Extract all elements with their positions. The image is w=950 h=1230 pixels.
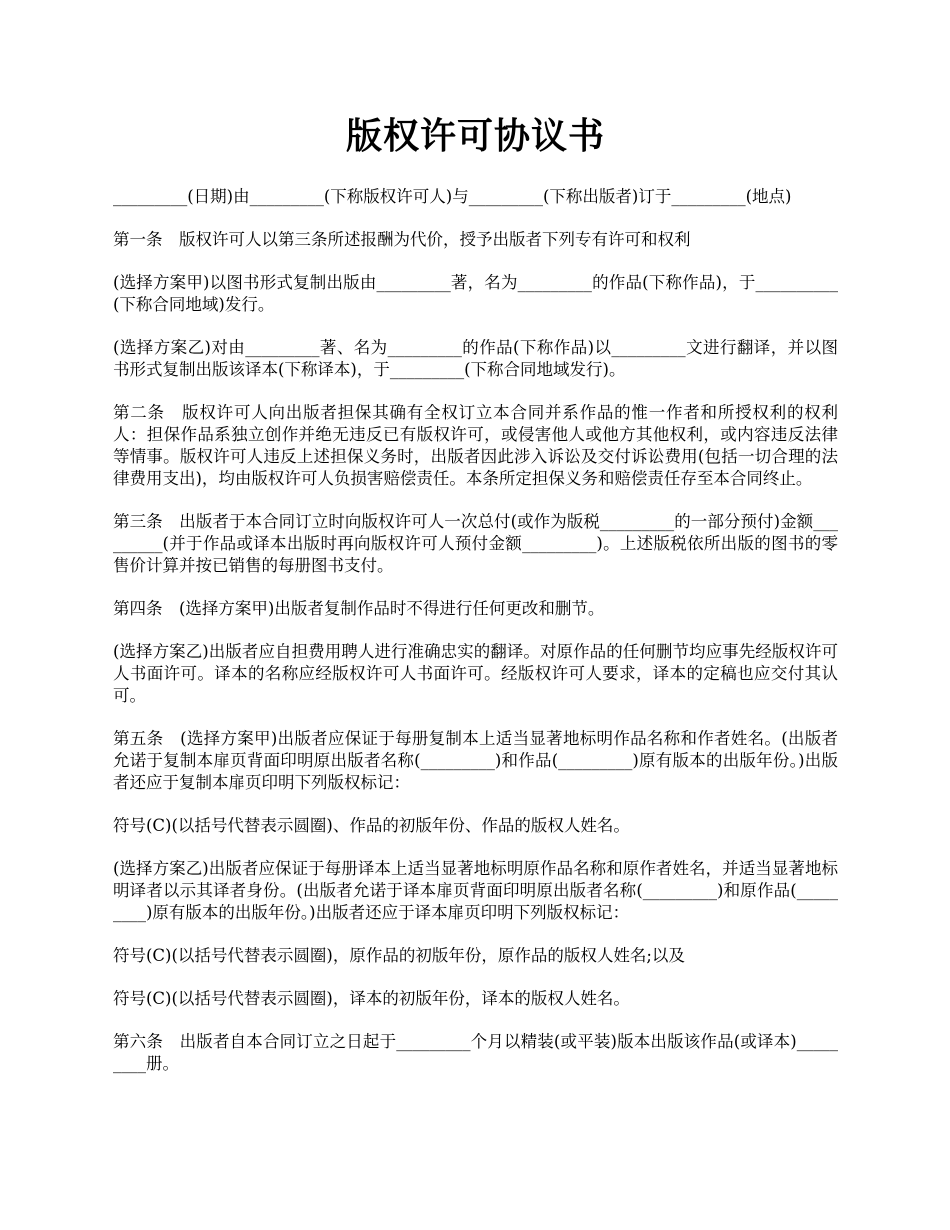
- paragraph-article-1: 第一条 版权许可人以第三条所述报酬为代价，授予出版者下列专有许可和权利: [113, 230, 691, 249]
- paragraph-article-5-option-a: 第五条 (选择方案甲)出版者应保证于每册复制本上适当显著地标明作品名称和作者姓名。(出版者允诺于复制本扉页背面印明原出版者名称(_________)和作品(_________)原有版本的出版年份。)出版者还应于复制本扉页印明下列版权标记：: [113, 729, 838, 792]
- paragraph-article-4-option-a: 第四条 (选择方案甲)出版者复制作品时不得进行任何更改和删节。: [113, 599, 605, 618]
- paragraph-copyright-mark-original: 符号(C)(以括号代替表示圆圈)，原作品的初版年份，原作品的版权人姓名;以及: [113, 946, 685, 965]
- paragraph-article-2: 第二条 版权许可人向出版者担保其确有全权订立本合同并系作品的惟一作者和所授权利的权利人：担保作品系独立创作并绝无违反已有版权许可，或侵害他人或他方其他权利，或内容违反法律等情事。版权许可人违反上述担保义务时，出版者因此涉入诉讼及交付诉讼费用(包括一切合理的法律费用支出)，均由版权许可人负损害赔偿责任。本条所定担保义务和赔偿责任存至本合同终止。: [113, 403, 838, 488]
- paragraph-article-3: 第三条 出版者于本合同订立时向版权许可人一次总付(或作为版税_________的一部分预付)金额_________(并于作品或译本出版时再向版权许可人预付金额_________)。上述版税依所出版的图书的零售价计算并按已销售的每册图书支付。: [113, 512, 838, 575]
- paragraph-article-5-option-b: (选择方案乙)出版者应保证于每册译本上适当显著地标明原作品名称和原作者姓名，并适当显著地标明译者以示其译者身份。(出版者允诺于译本扉页背面印明原出版者名称(_________)和原作品(_________)原有版本的出版年份。)出版者还应于译本扉页印明下列版权标记：: [113, 859, 838, 922]
- paragraph-copyright-mark-translation: 符号(C)(以括号代替表示圆圈)，译本的初版年份，译本的版权人姓名。: [113, 989, 630, 1008]
- paragraph-option-b-translate: (选择方案乙)对由_________著、名为_________的作品(下称作品)以_________文进行翻译，并以图书形式复制出版该译本(下称译本)，于_________(下称合同地域发行)。: [113, 338, 838, 379]
- document-page: [113, 108, 838, 1096]
- paragraph-option-a-publish: (选择方案甲)以图书形式复制出版由_________著，名为_________的作品(下称作品)，于__________(下称合同地域)发行。: [113, 273, 838, 314]
- paragraph-article-4-option-b: (选择方案乙)出版者应自担费用聘人进行准确忠实的翻译。对原作品的任何删节均应事先经版权许可人书面许可。译本的名称应经版权许可人书面许可。经版权许可人要求，译本的定稿也应交付其认可。: [113, 642, 838, 705]
- paragraph-copyright-mark-a: 符号(C)(以括号代替表示圆圈)、作品的初版年份、作品的版权人姓名。: [113, 816, 630, 835]
- document-title: 版权许可协议书: [345, 115, 605, 157]
- paragraph-date-place: _________(日期)由_________(下称版权许可人)与_________(下称出版者)订于_________(地点): [113, 187, 792, 206]
- paragraph-article-6: 第六条 出版者自本合同订立之日起于_________个月以精装(或平装)版本出版该作品(或译本)_________册。: [113, 1032, 838, 1073]
